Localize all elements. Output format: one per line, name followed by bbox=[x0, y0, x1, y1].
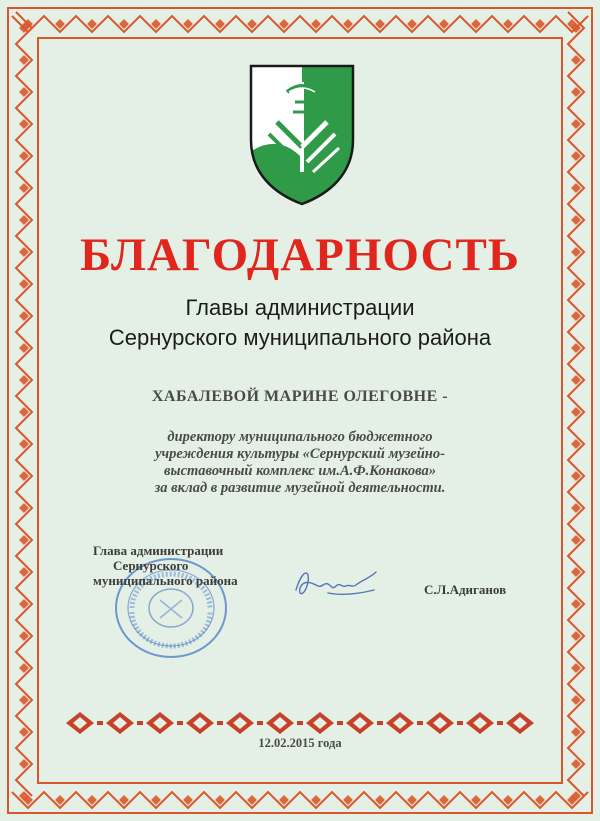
signatory-name: С.Л.Адиганов bbox=[424, 582, 507, 597]
citation-line: директору муниципального бюджетного bbox=[167, 429, 433, 445]
signatory-title bbox=[93, 543, 238, 588]
issue-date: 12.02.2015 года bbox=[258, 736, 342, 750]
recipient-name: ХАБАЛЕВОЙ МАРИНЕ ОЛЕГОВНЕ - bbox=[151, 388, 449, 405]
signatory-title-line: Сернурского bbox=[113, 558, 189, 573]
issuer-line-2: Сернурского муниципального района bbox=[108, 325, 492, 350]
citation-line: учреждения культуры «Сернурский музейно- bbox=[155, 446, 445, 462]
citation-text bbox=[0, 429, 600, 497]
issuer-line-1: Главы администрации bbox=[185, 295, 415, 320]
certificate-title: БЛАГОДАРНОСТЬ bbox=[80, 229, 520, 281]
signatory-title-line: муниципального района bbox=[93, 573, 238, 588]
handwritten-signature bbox=[288, 560, 383, 605]
citation-line: за вклад в развитие музейной деятельности. bbox=[154, 480, 446, 496]
coat-of-arms-icon bbox=[247, 62, 357, 207]
citation-line: выставочный комплекс им.А.Ф.Конакова» bbox=[164, 463, 436, 479]
signatory-title-line: Глава администрации bbox=[93, 543, 224, 558]
decorative-ornament-band bbox=[60, 708, 540, 738]
